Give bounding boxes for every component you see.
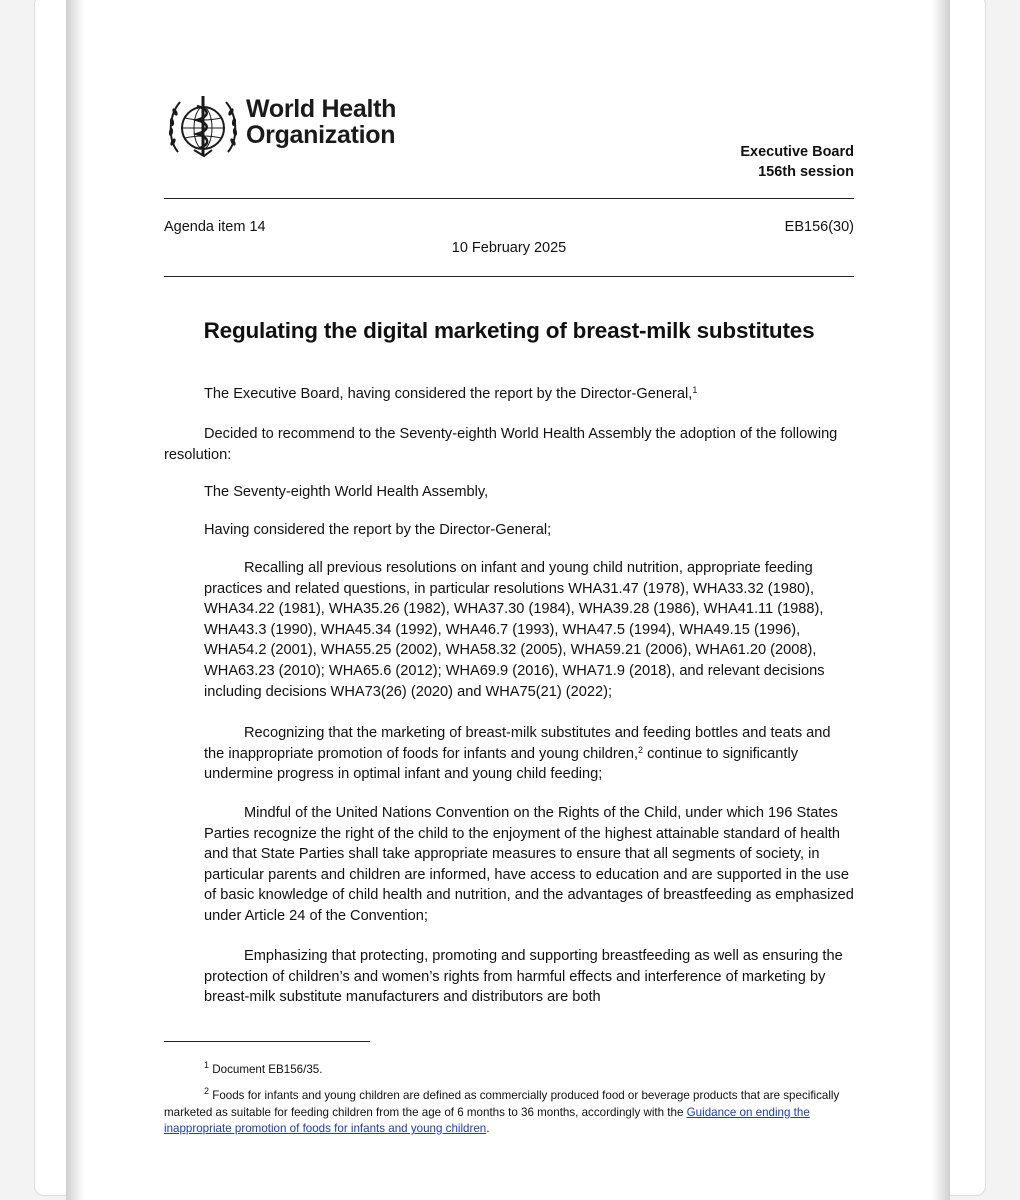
footnote-1-text: Document EB156/35.	[212, 1063, 323, 1076]
footnote-2-mark: 2	[204, 1086, 210, 1096]
footnote-separator	[164, 1041, 370, 1042]
header-divider-top	[164, 198, 854, 199]
document-date: 10 February 2025	[451, 240, 567, 256]
decided-paragraph: Decided to recommend to the Seventy-eighth World Health Assembly the adoption of the following resolution:	[164, 426, 838, 463]
page-shadow-right	[932, 0, 950, 1200]
assembly-line: The Seventy-eighth World Health Assembly,	[204, 484, 489, 500]
footnote-1-mark: 1	[204, 1060, 210, 1070]
footnote-ref-1: 1	[692, 385, 698, 395]
recognizing-text-b: continue to significantly undermine progress in optimal infant and young child feeding;	[204, 745, 799, 783]
document-page	[84, 0, 932, 1200]
session-label: 156th session	[758, 164, 854, 180]
recognizing-text-a: Recognizing that the marketing of breast-milk substitutes and feeding bottles and teats and the inappropriate promotion of foods for infants and young children,	[204, 725, 831, 762]
recognizing-paragraph	[164, 723, 854, 785]
footnote-2	[164, 1088, 854, 1138]
footnote-2-text: Foods for infants and young children are defined as commercially produced food or beverage products that are specifically marketed as suitable for feeding children from the age of 6 months to 36 months, accordingly with the	[164, 1089, 840, 1119]
resolution-title: Regulating the digital marketing of breast-milk substitutes	[203, 318, 815, 343]
guidance-link[interactable]: Guidance on ending the inappropriate promotion of foods for infants and young children	[164, 1105, 810, 1135]
header-divider-bottom	[164, 276, 854, 277]
document-code: EB156(30)	[784, 219, 854, 235]
emphasizing-paragraph: Emphasizing that protecting, promoting and supporting breastfeeding as well as ensuring the protection of children’s and women’s rights from harmful effects and interference of marketing by breast-milk substitute manufacturers and distributors are both	[204, 948, 843, 1006]
page-shadow-left	[66, 0, 84, 1200]
mindful-paragraph: Mindful of the United Nations Convention on the Rights of the Child, under which 196 States Parties recognize the right of the child to the enjoyment of the highest attainable standard of health and that State Parties shall take appropriate measures to ensure that all segments of society, in particular parents and children are informed, have access to education and are supported in the use of basic knowledge of child health and nutrition, and the advantages of breastfeeding as emphasized under Article 24 of the Convention;	[204, 805, 854, 924]
session-block	[740, 142, 854, 182]
footnote-2-end: .	[486, 1122, 490, 1135]
footnote-ref-2: 2	[638, 744, 644, 755]
agenda-item: Agenda item 14	[164, 219, 266, 235]
recalling-paragraph: Recalling all previous resolutions on infant and young child nutrition, appropriate feeding practices and related questions, in particular resolutions WHA31.47 (1978), WHA33.32 (1980), WHA34.22 (1981), WHA35.26 (1982), WHA37.30 (1984), WHA39.28 (1986), WHA41.11 (1988), WHA43.3 (1990), WHA45.34 (1992), WHA46.7 (1993), WHA47.5 (1994), WHA49.15 (1996), WHA54.2 (2001), WHA55.25 (2002), WHA58.32 (2005), WHA59.21 (2006), WHA61.20 (2008), WHA63.23 (2010); WHA65.6 (2012); WHA69.9 (2016), WHA71.9 (2018), and relevant decisions including decisions WHA73(26) (2020) and WHA75(21) (2022);	[204, 560, 825, 700]
organization-name-line2: Organization	[246, 121, 396, 149]
organization-name	[246, 96, 396, 148]
organization-name-line1: World Health	[246, 95, 397, 123]
intro-paragraph	[164, 384, 854, 405]
executive-board-label: Executive Board	[740, 144, 854, 160]
footnote-1	[164, 1062, 854, 1079]
who-emblem-icon	[164, 92, 242, 160]
intro-text: The Executive Board, having considered the report by the Director-General,	[204, 386, 693, 402]
having-considered-paragraph: Having considered the report by the Director-General;	[204, 522, 552, 538]
